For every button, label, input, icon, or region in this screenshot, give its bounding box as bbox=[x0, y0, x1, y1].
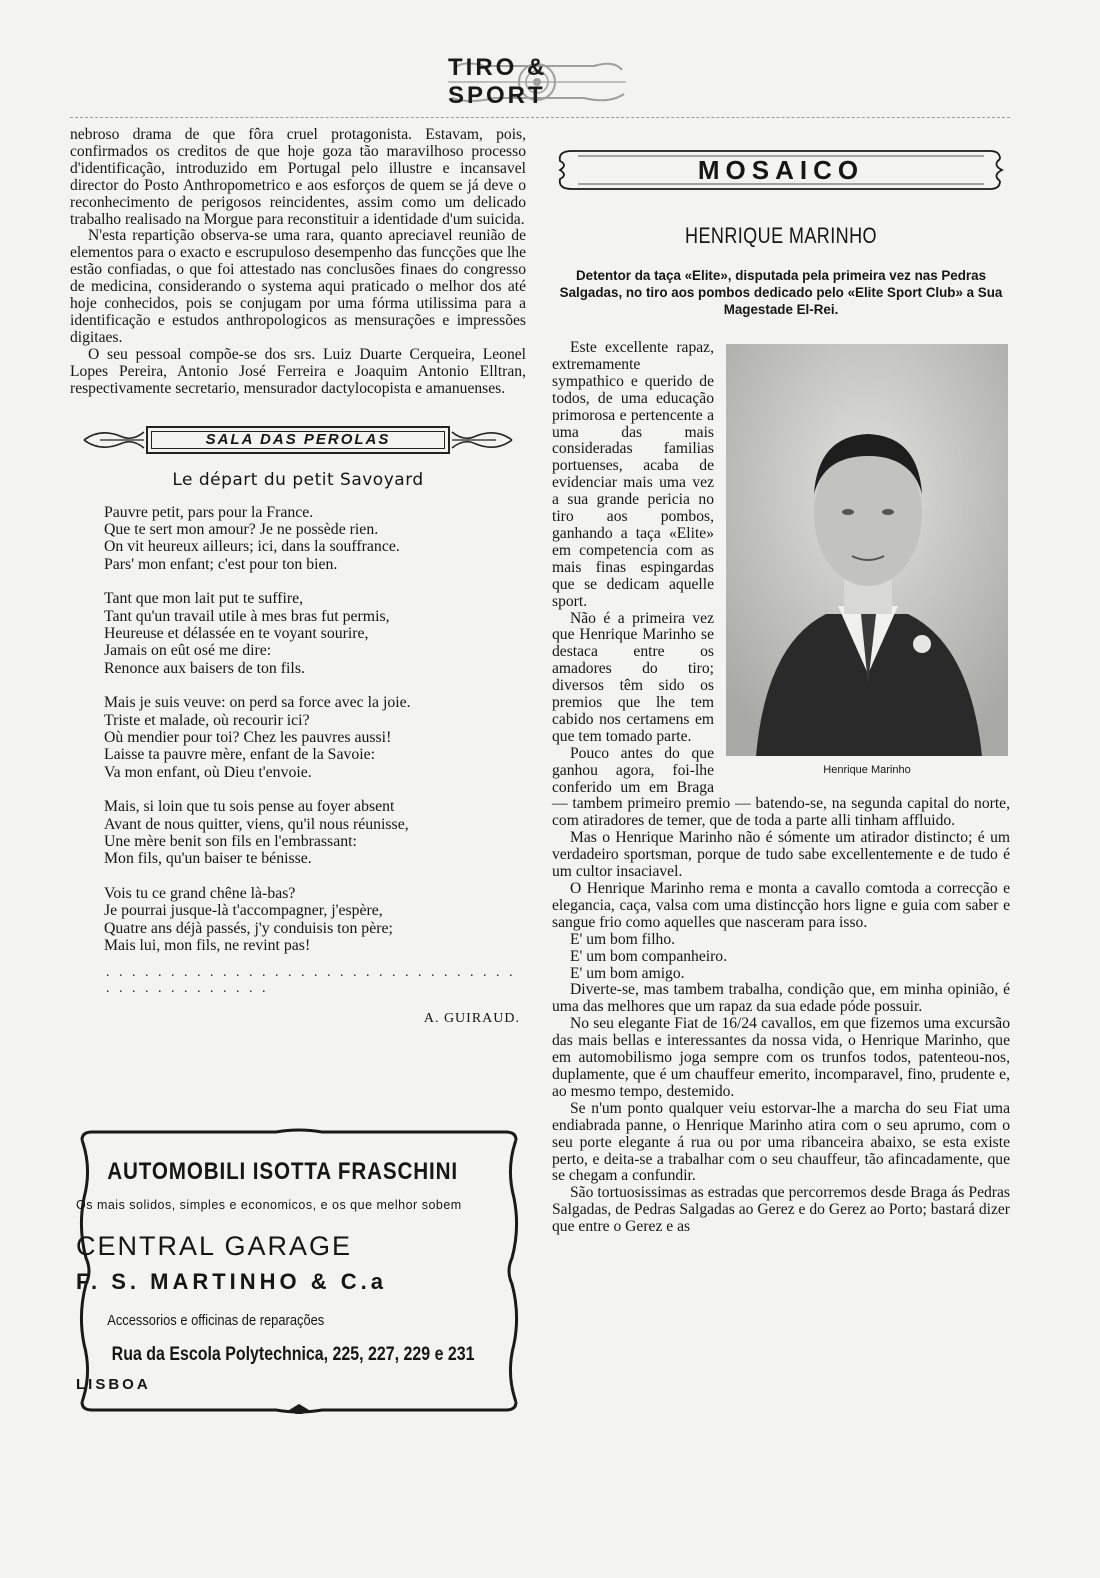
ad-garage-name: CENTRAL GARAGE bbox=[76, 1231, 353, 1261]
article-paragraph: O Henrique Marinho rema e monta a cavallo comtoda a correcção e elegancia, caça, valsa com uma distincção hors ligne e guia com saber e sangue frio como aquelles que nasceram para isso. bbox=[552, 880, 1010, 931]
poem-stanza bbox=[104, 798, 526, 868]
poem-line: Avant de nous quitter, viens, qu'il nous réunisse, bbox=[104, 815, 409, 833]
poem-line: Mais lui, mon fils, ne revint pas! bbox=[104, 937, 311, 955]
ad-company: F. S. MARTINHO & C.a bbox=[76, 1269, 388, 1294]
masthead-title: TIRO & SPORT bbox=[444, 54, 630, 110]
portrait-image bbox=[726, 344, 1008, 756]
ad-city: LISBOA bbox=[76, 1376, 151, 1393]
article-paragraph: Pouco antes do que ganhou agora, foi-lhe conferido um em Braga — tambem primeiro premio — batendo-se, na segunda capital do norte, com atiradores de temer, que de toda a parte alli tinham affluido. bbox=[552, 744, 1010, 830]
poem-stanza bbox=[104, 504, 526, 574]
poem-line: Tant que mon lait put te suffire, bbox=[104, 590, 304, 608]
article-paragraph: No seu elegante Fiat de 16/24 cavallos, em que fizemos uma excursão das mais bellas e interessantes da nossa vida, o Henrique Marinho, que em automobilismo joga sempre com os trunfos todos, patenteou-nos, duplamente, que é um chauffeur emerito, incomparavel, fino, prudente e, ao mesmo tempo, destemido. bbox=[552, 1015, 1010, 1100]
poem-line: Vois tu ce grand chêne là-bas? bbox=[104, 884, 296, 902]
poem-line: Je pourrai jusque-là t'accompagner, j'espère, bbox=[104, 902, 383, 920]
mosaico-title: MOSAICO bbox=[697, 155, 865, 185]
poem-line: Que te sert mon amour? Je ne possède rien. bbox=[104, 520, 379, 538]
sala-title-box bbox=[146, 426, 450, 454]
article-heading: HENRIQUE MARINHO bbox=[685, 223, 877, 248]
poem-line: Pars' mon enfant; c'est pour ton bien. bbox=[104, 555, 338, 573]
sala-title: SALA DAS PEROLAS bbox=[205, 431, 391, 448]
article-paragraph: E' um bom filho. bbox=[570, 930, 676, 948]
masthead-logo bbox=[444, 54, 630, 109]
ad-brand: AUTOMOBILI ISOTTA FRASCHINI bbox=[107, 1158, 458, 1185]
poem-line: Tant qu'un travail utile à mes bras fut permis, bbox=[104, 607, 390, 625]
garage-advertisement bbox=[76, 1128, 522, 1414]
article-paragraph: O seu pessoal compõe-se dos srs. Luiz Duarte Cerqueira, Leonel Lopes Pereira, Antonio José Ferreira e Joaquim Antonio Elltran, respectivamente secretario, mensurador dactylocopista e amanuenses. bbox=[70, 345, 526, 397]
right-column bbox=[552, 127, 1010, 1236]
article-paragraph: E' um bom companheiro. bbox=[570, 947, 727, 965]
article-paragraph: nebroso drama de que fôra cruel protagonista. Estavam, pois, confirmados os creditos de que hoje goza tão maravilhoso processo d'identificação, introduzido em Portugal pelo illustre e incansavel director do Posto Anthropometrico e aos esforços de quem se já deve o reconhecimento de perigosos reincidentes, assim como um delicado trabalho realisado na Morgue para reconstituir a identidade d'um suicida. bbox=[70, 126, 526, 228]
article-paragraph: Este excellente rapaz, extremamente sympathico e querido de todos, de uma educação primorosa e pertencente a uma das mais consideradas familias portuenses, acaba de evidenciar mais uma vez a sua grande pericia no tiro aos pombos, ganhando a taça «Elite» em competencia com as mais finas espingardas que se dedicam aquelle sport. bbox=[552, 339, 714, 610]
poem-stanza bbox=[104, 694, 526, 781]
article-paragraph: Se n'um ponto qualquer veiu estorvar-lhe a marcha do seu Fiat uma endiabrada panne, o Henrique Marinho atira com o seu aprumo, com o seu porte elegante á rua ou por uma ribanceira abaixo, se esta existe perto, e deita-se a trabalhar com o seu chauffeur, tão afincadamente, que se chegam a confundir. bbox=[552, 1099, 1010, 1185]
poem-line: Mais je suis veuve: on perd sa force avec la joie. bbox=[104, 694, 411, 712]
portrait-person-icon bbox=[726, 344, 1008, 756]
poem-ellipsis: . . . . . . . . . . . . . . . . . . . . . . . . . . . . . . . . . . . . . . . . . . . . . bbox=[106, 965, 516, 997]
article-body bbox=[552, 340, 1010, 1236]
ad-address: Rua da Escola Polytechnica, 225, 227, 229 e 231 bbox=[111, 1344, 475, 1365]
article-paragraph: São tortuosissimas as estradas que percorremos desde Braga ás Pedras Salgadas, de Pedras Salgadas ao Gerez e do Gerez ao Porto; bastará dizer que entre o Gerez e as bbox=[552, 1184, 1010, 1236]
portrait-photo bbox=[726, 344, 1008, 781]
poem-line: Où mendier pour toi? Chez les pauvres aussi! bbox=[104, 728, 392, 746]
left-column bbox=[70, 127, 526, 1027]
mosaico-banner bbox=[552, 141, 1010, 199]
poem-line: Va mon enfant, où Dieu t'envoie. bbox=[104, 763, 312, 781]
poem-line: Heureuse et délassée en te voyant sourire, bbox=[104, 624, 369, 642]
article-subheading: Detentor da taça «Elite», disputada pela primeira vez nas Pedras Salgadas, no tiro aos pombos dedicado pelo «Elite Sport Club» a Sua Magestade El-Rei. bbox=[559, 268, 1003, 317]
poem-stanza bbox=[104, 885, 526, 955]
poem bbox=[104, 504, 526, 955]
poem-title: Le départ du petit Savoyard bbox=[172, 469, 424, 490]
poem-line: Renonce aux baisers de ton fils. bbox=[104, 659, 305, 677]
poem-line: Une mère benit son fils en l'embrassant: bbox=[104, 833, 357, 850]
sala-das-perolas-banner bbox=[70, 420, 526, 460]
poem-line: Quatre ans déjà passés, j'y conduisis ton père; bbox=[104, 919, 393, 937]
top-rule-divider bbox=[70, 117, 1010, 118]
ad-tagline: Os mais solidos, simples e economicos, e os que melhor sobem bbox=[76, 1198, 462, 1212]
poem-line: Laisse ta pauvre mère, enfant de la Savoie: bbox=[104, 746, 376, 764]
poem-stanza bbox=[104, 590, 526, 677]
article-paragraph: N'esta repartição observa-se uma rara, quanto apreciavel reunião de elementos para o exacto e escrupuloso desempenho das funcções que lhe estão confiadas, o que foi attestado nas conclusões finaes do congresso de medicina, considerando o systema aqui praticado o melhor dos até hoje conhecidos, pois se conjugam por uma fórma utilissima para a identificação e estudos anthropologicos as mensurações e impressões digitaes. bbox=[70, 227, 526, 346]
article-paragraph: Não é a primeira vez que Henrique Marinho se destaca entre os amadores do tiro; diversos têm sido os premios que lhe tem cabido nos certamens em que tem tomado parte. bbox=[552, 609, 714, 745]
ad-services: Accessorios e officinas de reparações bbox=[107, 1312, 325, 1329]
poem-line: Mais, si loin que tu sois pense au foyer absent bbox=[104, 798, 395, 816]
poem-line: Mon fils, qu'un baiser te bénisse. bbox=[104, 850, 312, 868]
poem-line: Triste et malade, où recourir ici? bbox=[104, 711, 310, 729]
article-paragraph: Mas o Henrique Marinho não é sómente um atirador distincto; é um verdadeiro sportsman, porque de tudo sabe excellentemente e de tudo é um cultor insaciavel. bbox=[552, 829, 1010, 881]
poem-line: On vit heureux ailleurs; ici, dans la souffrance. bbox=[104, 538, 400, 556]
article-paragraph: E' um bom amigo. bbox=[570, 964, 685, 982]
photo-caption: Henrique Marinho bbox=[823, 764, 911, 776]
poem-author: A. GUIRAUD. bbox=[423, 1011, 520, 1027]
poem-line: Pauvre petit, pars pour la France. bbox=[104, 503, 314, 521]
poem-line: Jamais on eût osé me dire: bbox=[104, 642, 272, 660]
article-paragraph: Diverte-se, mas tambem trabalha, condição que, em minha opinião, é uma das melhores que um rapaz da sua edade póde possuir. bbox=[552, 981, 1010, 1016]
